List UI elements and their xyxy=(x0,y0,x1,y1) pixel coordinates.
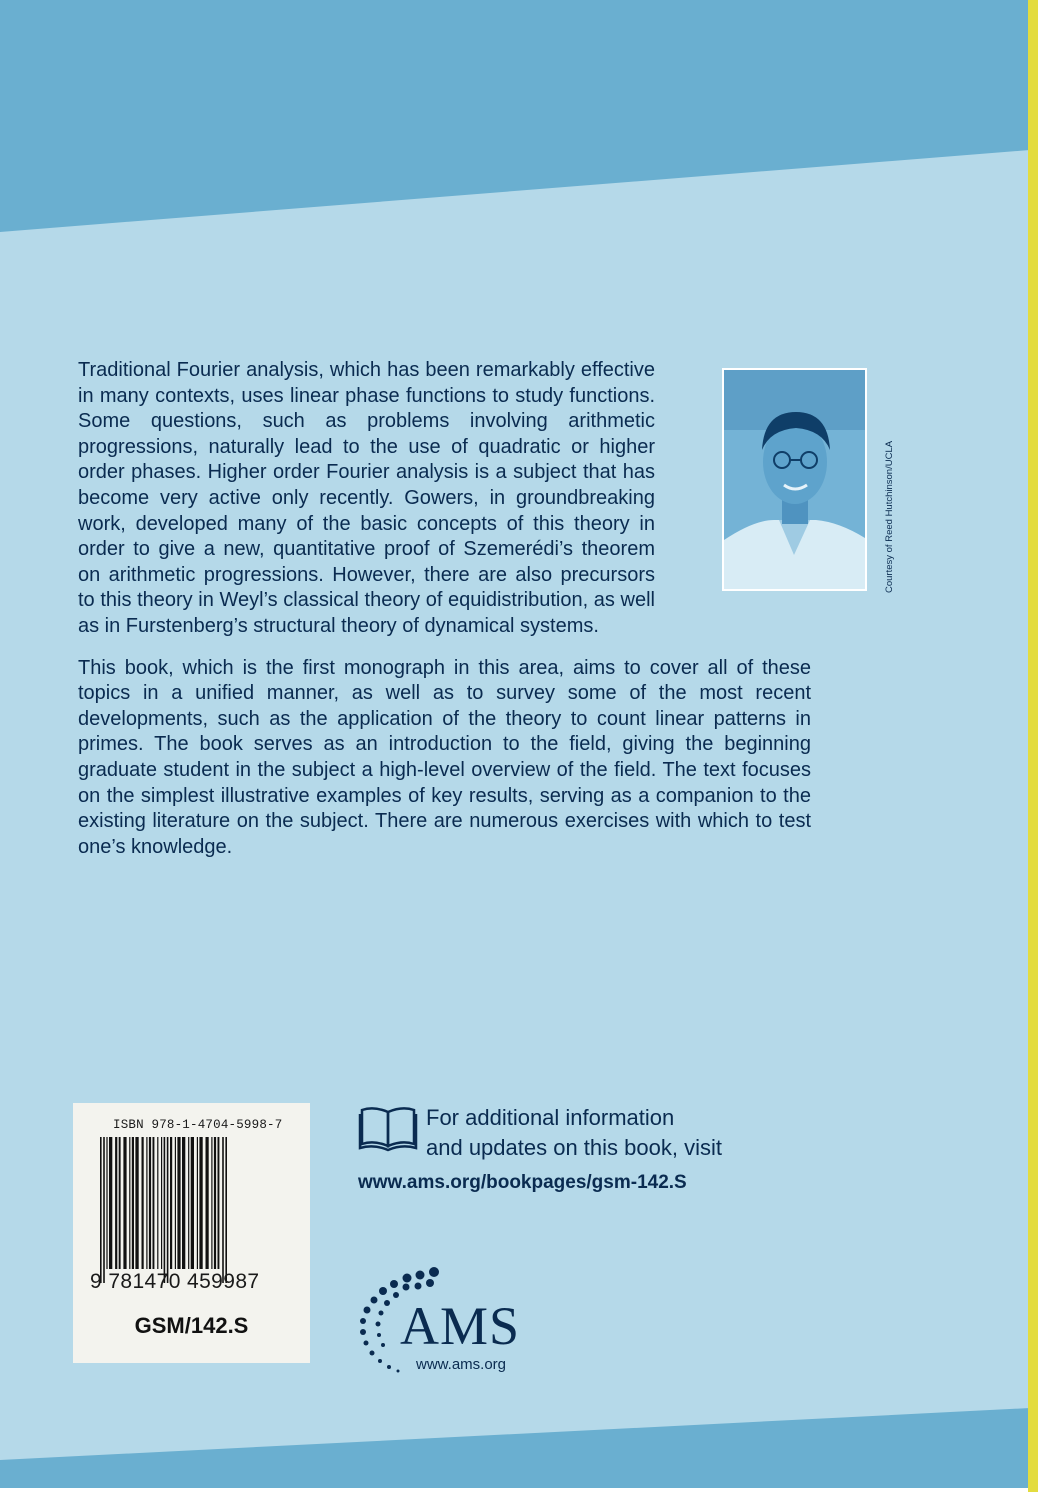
barcode-bar xyxy=(146,1137,147,1269)
series-code: GSM/142.S xyxy=(134,1313,249,1338)
info-line-2: and updates on this book, visit xyxy=(426,1135,722,1160)
barcode-bar xyxy=(197,1137,198,1269)
description-paragraph-1: Traditional Fourier analysis, which has been remarkably effective in many contexts, uses linear phase functions to study functions. Some questions, such as problems involving arithmetic progressions, naturally lead to the use of quadratic or higher order phases. Higher order Fourier analysis is a subject that has become very active only recently. Gowers, in groundbreaking work, developed many of the basic concepts of this theory in order to give a new, quantitative proof of Szemerédi’s theorem on arithmetic progressions. However, there are also precursors to this theory in Weyl’s classical theory of equidistribution, as well as in Furstenberg’s structural theory of dynamical systems. xyxy=(78,358,811,640)
info-line-1: For additional information xyxy=(426,1105,675,1130)
barcode-bar xyxy=(149,1137,151,1269)
barcode-bar xyxy=(153,1137,155,1269)
ams-logo-url: www.ams.org xyxy=(416,1356,507,1373)
barcode-bar xyxy=(222,1137,224,1283)
barcode-bar xyxy=(119,1137,121,1269)
barcode-bar xyxy=(129,1137,130,1269)
barcode-bar xyxy=(164,1137,166,1283)
ams-logo-text: AMS xyxy=(400,1296,521,1356)
ams-logo xyxy=(354,1266,544,1376)
barcode-bar xyxy=(177,1137,180,1269)
barcode-bar xyxy=(157,1137,158,1269)
isbn-label: ISBN 978-1-4704-5998-7 xyxy=(113,1118,283,1132)
barcode-bar xyxy=(211,1137,212,1269)
barcode-bar xyxy=(167,1137,169,1283)
barcode-bar xyxy=(175,1137,176,1269)
author-photo xyxy=(722,368,867,591)
open-book-icon xyxy=(358,1104,418,1152)
barcode-bar xyxy=(100,1137,102,1283)
barcode-bar xyxy=(225,1137,227,1283)
spine-edge xyxy=(1028,0,1038,1492)
barcode-bar xyxy=(218,1137,220,1269)
barcode-bar xyxy=(103,1137,105,1283)
barcode-bar xyxy=(123,1137,126,1269)
barcode-bar xyxy=(135,1137,138,1269)
barcode-box xyxy=(73,1103,310,1363)
barcode-bars xyxy=(98,1137,288,1283)
description xyxy=(78,358,811,876)
photo-credit: Courtesy of Reed Hutchinson/UCLA xyxy=(884,440,895,593)
barcode-bar xyxy=(142,1137,144,1269)
barcode-bar xyxy=(182,1137,185,1269)
book-url[interactable]: www.ams.org/bookpages/gsm-142.S xyxy=(358,1172,687,1193)
barcode-bar xyxy=(199,1137,202,1269)
barcode-bar xyxy=(214,1137,216,1269)
barcode-bar xyxy=(188,1137,189,1269)
barcode-bar xyxy=(170,1137,172,1269)
barcode-bar xyxy=(132,1137,134,1269)
barcode-bar xyxy=(106,1137,107,1269)
barcode-bar xyxy=(109,1137,112,1269)
portrait-image xyxy=(724,370,865,589)
barcode-bar xyxy=(115,1137,117,1269)
barcode-bar xyxy=(161,1137,162,1269)
barcode-bar xyxy=(206,1137,209,1269)
barcode-bar xyxy=(191,1137,194,1269)
description-paragraph-2: This book, which is the first monograph in this area, aims to cover all of these topics in a unified manner, as well as to survey some of the most recent developments, such as the application of the theory to count linear patterns in primes. The book serves as an introduction to the field, giving the beginning graduate student in the subject a high-level overview of the field. The text focuses on the simplest illustrative examples of key results, serving as a companion to the existing literature on the subject. There are numerous exercises with which to test one’s knowledge. xyxy=(78,656,811,858)
barcode-digits: 9 781470 459987 xyxy=(90,1270,260,1293)
